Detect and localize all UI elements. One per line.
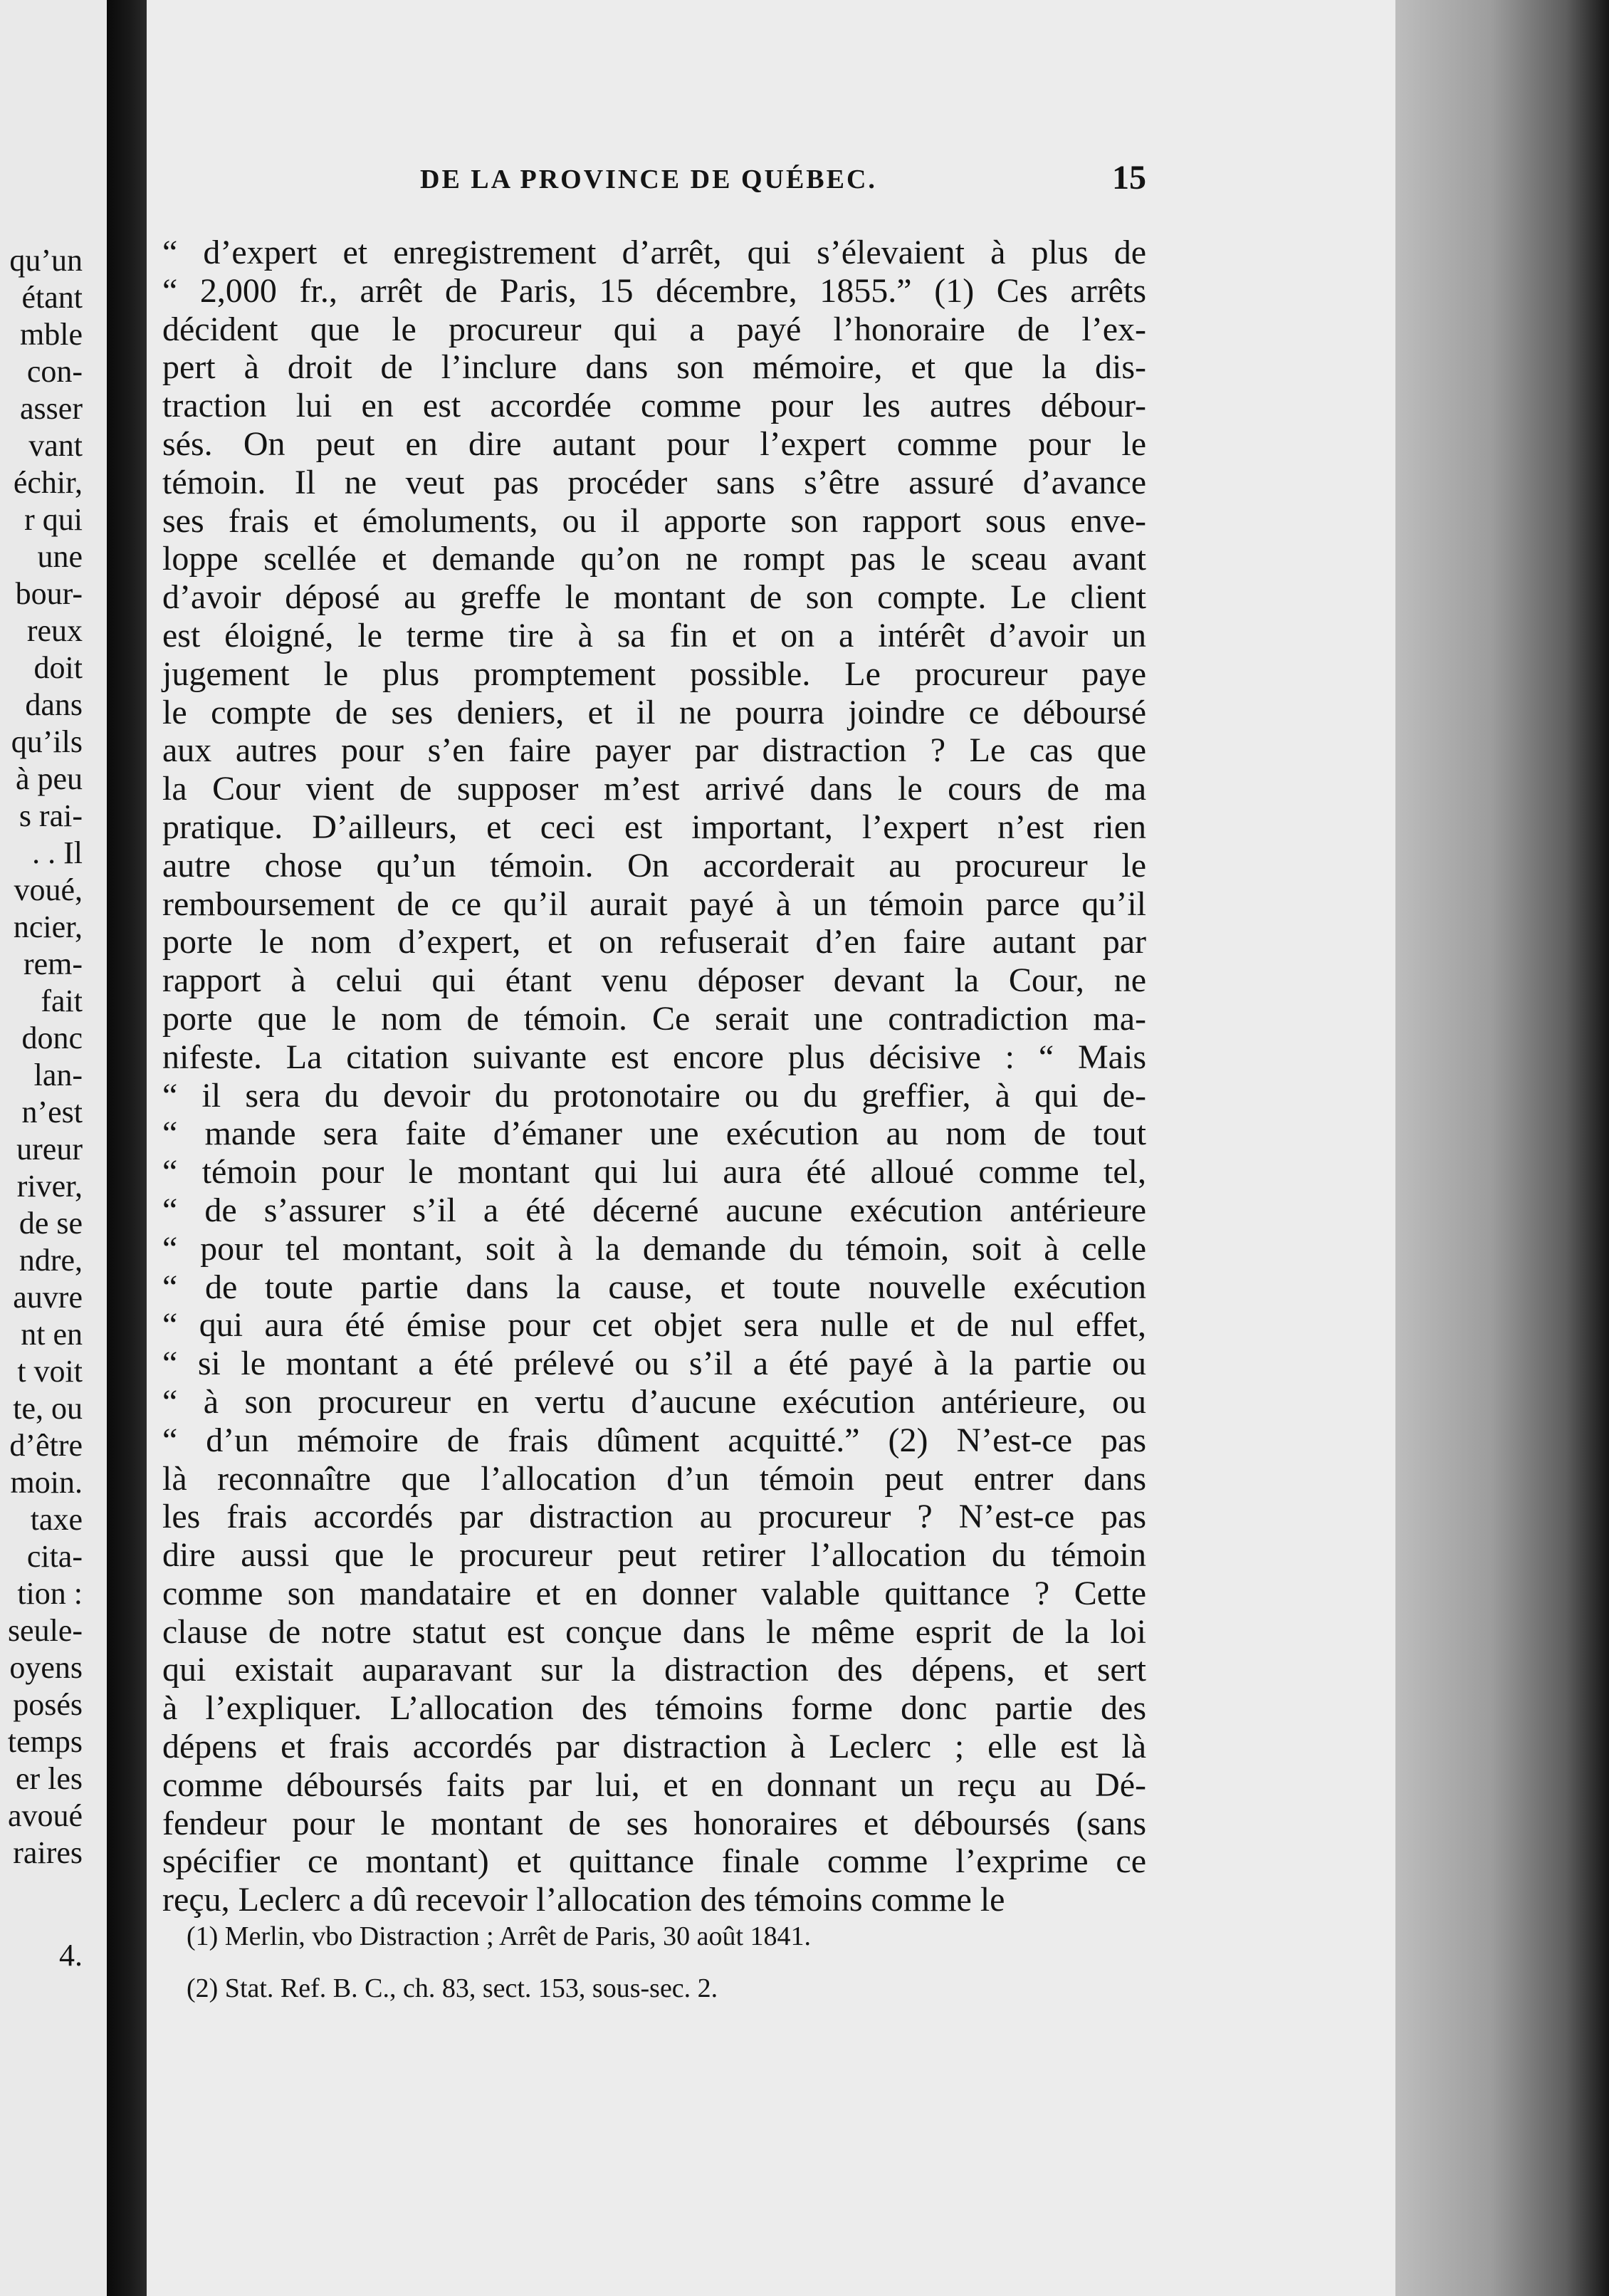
facing-page-text-fragment: tion : (17, 1576, 83, 1611)
facing-page-text-fragment: bour- (15, 576, 83, 611)
facing-page-text-fragment: lan- (33, 1058, 83, 1092)
facing-page-text-fragment: donc (21, 1021, 83, 1055)
text-line: jugement le plus promptement possible. Le procureur paye (162, 654, 1146, 693)
facing-page-text-fragment: voué, (14, 872, 83, 907)
facing-page-text-fragment: d’être (9, 1428, 83, 1463)
facing-page-text-fragment: vant (28, 428, 83, 463)
text-line: là reconnaître que l’allocation d’un témoin peut entrer dans (162, 1459, 1146, 1498)
text-line: “ à son procureur en vertu d’aucune exécution antérieure, ou (162, 1382, 1146, 1421)
text-line: “ qui aura été émise pour cet objet sera nulle et de nul effet, (162, 1306, 1146, 1345)
text-line: sés. On peut en dire autant pour l’expert comme pour le (162, 424, 1146, 463)
text-line: “ pour tel montant, soit à la demande du témoin, soit à celle (162, 1229, 1146, 1268)
facing-page-text-fragment: n’est (21, 1095, 83, 1129)
text-line: porte que le nom de témoin. Ce serait une contradiction ma- (162, 999, 1146, 1038)
facing-page-text-fragment: doit (33, 650, 83, 685)
book-gutter (107, 0, 147, 2296)
facing-page-text-fragment: posés (13, 1687, 83, 1722)
text-line: fendeur pour le montant de ses honoraires et déboursés (sans (162, 1804, 1146, 1842)
facing-page-text-fragment: r qui (24, 502, 83, 537)
text-line: rapport à celui qui étant venu déposer devant la Cour, ne (162, 961, 1146, 1000)
facing-page-text-fragment: ndre, (19, 1243, 83, 1278)
page-edge-shadow (1395, 0, 1609, 2296)
facing-page-text-fragment: avoué (7, 1798, 83, 1833)
text-line: remboursement de ce qu’il aurait payé à un témoin parce qu’il (162, 885, 1146, 923)
text-line: le compte de ses deniers, et il ne pourra joindre ce déboursé (162, 693, 1146, 731)
text-line: nifeste. La citation suivante est encore plus décisive : “ Mais (162, 1038, 1146, 1076)
text-line: spécifier ce montant) et quittance finale comme l’exprime ce (162, 1842, 1146, 1881)
facing-page-text-fragment: ureur (16, 1132, 83, 1167)
facing-page-text-fragment: con- (26, 354, 83, 389)
text-line: “ 2,000 fr., arrêt de Paris, 15 décembre, 1855.” (1) Ces arrêts (162, 271, 1146, 310)
facing-page-text-fragment: temps (7, 1724, 83, 1759)
facing-page-text-fragment: de se (19, 1206, 83, 1241)
body-text (162, 234, 1146, 1919)
text-line: comme son mandataire et en donner valable quittance ? Cette (162, 1574, 1146, 1612)
facing-page-text-fragment: river, (16, 1169, 83, 1204)
text-line: aux autres pour s’en faire payer par distraction ? Le cas que (162, 731, 1146, 770)
facing-page-text-fragment: seule- (7, 1613, 83, 1648)
text-line: est éloigné, le terme tire à sa fin et on a intérêt d’avoir un (162, 616, 1146, 654)
text-line: ses frais et émoluments, ou il apporte son rapport sous enve- (162, 501, 1146, 540)
text-line: décident que le procureur qui a payé l’honoraire de l’ex- (162, 310, 1146, 348)
text-line: dépens et frais accordés par distraction à Leclerc ; elle est là (162, 1728, 1146, 1766)
text-line: témoin. Il ne veut pas procéder sans s’être assuré d’avance (162, 463, 1146, 501)
facing-page-text-fragment: à peu (15, 761, 83, 796)
text-line: “ si le montant a été prélevé ou s’il a été payé à la partie ou (162, 1345, 1146, 1383)
text-line: qui existait auparavant sur la distraction des dépens, et sert (162, 1651, 1146, 1689)
text-line: les frais accordés par distraction au procureur ? N’est-ce pas (162, 1498, 1146, 1536)
running-head-title: DE LA PROVINCE DE QUÉBEC. (420, 165, 877, 194)
text-line: à l’expliquer. L’allocation des témoins forme donc partie des (162, 1689, 1146, 1728)
facing-page-text-fragment: échir, (13, 465, 83, 500)
facing-page-text-fragment: qu’ils (11, 724, 83, 759)
facing-page-text-fragment: 4. (59, 1938, 83, 1973)
facing-page-text-fragment: . . Il (32, 835, 83, 870)
facing-page-text-fragment: oyens (9, 1650, 83, 1685)
text-line: pratique. D’ailleurs, et ceci est important, l’expert n’est rien (162, 808, 1146, 846)
text-line: “ témoin pour le montant qui lui aura été alloué comme tel, (162, 1153, 1146, 1191)
facing-page-text-fragment: mble (20, 317, 83, 352)
text-line: “ mande sera faite d’émaner une exécution au nom de tout (162, 1115, 1146, 1153)
text-line: la Cour vient de supposer m’est arrivé dans le cours de ma (162, 770, 1146, 808)
text-line: “ d’expert et enregistrement d’arrêt, qui s’élevaient à plus de (162, 234, 1146, 271)
facing-page-text-fragment: er les (15, 1761, 83, 1796)
text-line: porte le nom d’expert, et on refuserait d’en faire autant par (162, 923, 1146, 961)
facing-page-text-fragment: t voit (17, 1354, 83, 1389)
facing-page-text-fragment: fait (41, 983, 83, 1018)
facing-page-text-fragment: te, ou (13, 1391, 83, 1426)
footnote-1: (1) Merlin, vbo Distraction ; Arrêt de Paris, 30 août 1841. (187, 1921, 812, 1951)
facing-page-text-fragment: nt en (21, 1317, 83, 1352)
text-line: “ de s’assurer s’il a été décerné aucune exécution antérieure (162, 1191, 1146, 1229)
text-line: autre chose qu’un témoin. On accorderait au procureur le (162, 846, 1146, 885)
facing-page-text-fragment: qu’un (9, 243, 83, 278)
facing-page-text-fragment: taxe (30, 1502, 83, 1537)
facing-page-text-fragment: étant (21, 280, 83, 315)
facing-page-text-fragment: ncier, (13, 909, 83, 944)
facing-page-fragment (0, 0, 107, 2296)
facing-page-text-fragment: rem- (23, 946, 83, 981)
text-line: “ il sera du devoir du protonotaire ou du greffier, à qui de- (162, 1076, 1146, 1115)
text-line: comme déboursés faits par lui, et en donnant un reçu au Dé- (162, 1765, 1146, 1804)
facing-page-text-fragment: asser (20, 391, 83, 426)
text-line: d’avoir déposé au greffe le montant de son compte. Le client (162, 578, 1146, 617)
text-line: clause de notre statut est conçue dans le même esprit de la loi (162, 1612, 1146, 1651)
text-line: reçu, Leclerc a dû recevoir l’allocation des témoins comme le (162, 1881, 1005, 1919)
facing-page-text-fragment: auvre (13, 1280, 83, 1315)
text-line: “ de toute partie dans la cause, et toute nouvelle exécution (162, 1268, 1146, 1306)
text-line: “ d’un mémoire de frais dûment acquitté.” (2) N’est-ce pas (162, 1421, 1146, 1459)
facing-page-text-fragment: s rai- (19, 798, 83, 833)
text-line: pert à droit de l’inclure dans son mémoire, et que la dis- (162, 348, 1146, 387)
facing-page-text-fragment: dans (25, 687, 83, 722)
page-number: 15 (1112, 159, 1146, 197)
facing-page-text-fragment: cita- (26, 1539, 83, 1574)
facing-page-text-fragment: une (37, 539, 83, 574)
facing-page-text-fragment: moin. (10, 1465, 83, 1500)
running-head (274, 159, 1146, 207)
text-line: traction lui en est accordée comme pour les autres débour- (162, 387, 1146, 425)
text-line: dire aussi que le procureur peut retirer l’allocation du témoin (162, 1536, 1146, 1575)
facing-page-text-fragment: reux (26, 613, 83, 648)
facing-page-text-fragment: raires (13, 1835, 83, 1870)
text-line: loppe scellée et demande qu’on ne rompt pas le sceau avant (162, 540, 1146, 578)
footnote-2: (2) Stat. Ref. B. C., ch. 83, sect. 153, sous-sec. 2. (187, 1973, 718, 2003)
